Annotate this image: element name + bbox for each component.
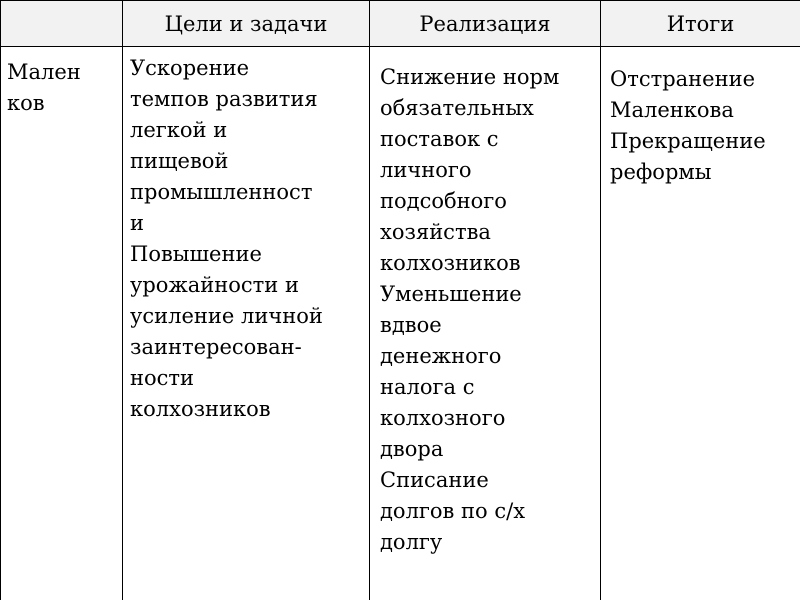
- row-goals-text: Ускорение темпов развития легкой и пищевой промышленност и Повышение урожайности и усиление личной заинтересован- ности колхозников: [130, 56, 323, 421]
- header-blank-cell: [1, 1, 123, 47]
- header-implementation: Реализация: [370, 1, 601, 47]
- row-results-cell: [601, 47, 800, 600]
- row-results-text: Отстранение Маленкова Прекращение реформы: [610, 67, 766, 184]
- header-goals: Цели и задачи: [123, 1, 370, 47]
- row-name-text: Мален ков: [7, 60, 81, 115]
- row-name-cell: [1, 47, 123, 600]
- header-results: Итоги: [601, 1, 800, 47]
- row-implementation-text: Снижение норм обязательных поставок с личного подсобного хозяйства колхозников Уменьшение вдвое денежного налога с колхозного двора Списание долгов по с/х долгу: [380, 65, 560, 554]
- row-implementation-cell: [370, 47, 601, 600]
- table-row: [1, 47, 800, 600]
- row-goals-cell: [123, 47, 370, 600]
- table-header-row: [1, 1, 800, 47]
